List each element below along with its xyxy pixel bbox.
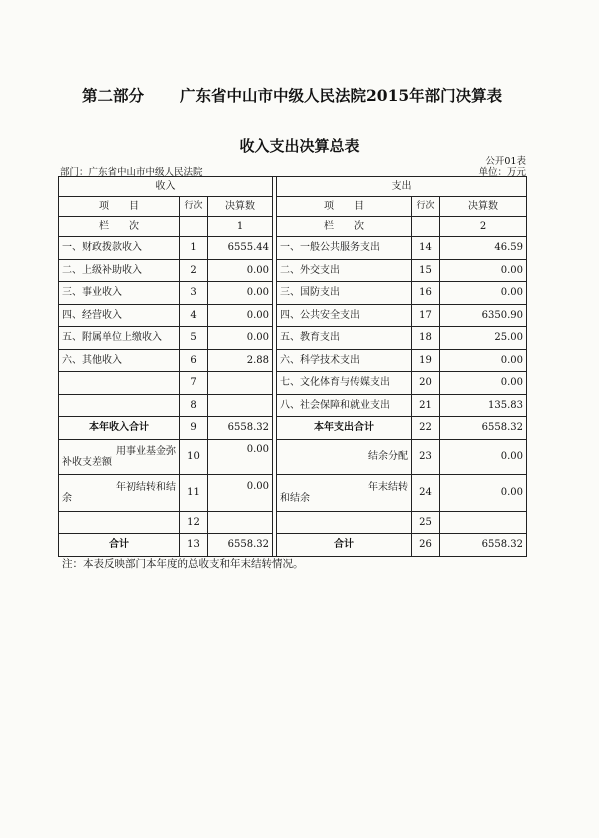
income-grand-total: 6558.32 <box>208 534 273 557</box>
income-item: 一、财政拨款收入 <box>59 237 180 260</box>
income-amount: 0.00 <box>208 439 273 474</box>
expense-item-line1: 年末结转 <box>368 481 408 493</box>
income-row-no: 1 <box>180 237 208 260</box>
expense-row-no: 25 <box>412 511 440 534</box>
income-item: 六、其他收入 <box>59 349 180 372</box>
income-item <box>59 474 180 511</box>
expense-year-total-label: 本年支出合计 <box>277 417 412 440</box>
expense-row-no: 19 <box>412 349 440 372</box>
table-row <box>59 511 527 534</box>
column-index-row <box>59 217 527 237</box>
table-row <box>59 372 527 395</box>
income-row-no: 2 <box>180 259 208 282</box>
income-amount: 0.00 <box>208 327 273 350</box>
income-lanci: 栏 次 <box>59 217 180 237</box>
expense-amount: 46.59 <box>440 237 527 260</box>
expense-item: 一、一般公共服务支出 <box>277 237 412 260</box>
expense-amount: 0.00 <box>440 349 527 372</box>
expense-amount: 0.00 <box>440 439 527 474</box>
income-row-no: 4 <box>180 304 208 327</box>
expense-amount: 6350.90 <box>440 304 527 327</box>
expense-grand-total-label: 合计 <box>277 534 412 557</box>
table-row <box>59 439 527 474</box>
income-item: 五、附属单位上缴收入 <box>59 327 180 350</box>
income-row-no: 7 <box>180 372 208 395</box>
expense-amount: 0.00 <box>440 474 527 511</box>
income-year-total: 6558.32 <box>208 417 273 440</box>
expense-item: 八、社会保障和就业支出 <box>277 394 412 417</box>
table-row <box>59 474 527 511</box>
income-item: 四、经营收入 <box>59 304 180 327</box>
footnote: 注：本表反映部门本年度的总收支和年末结转情况。 <box>62 558 304 570</box>
table-row <box>59 282 527 305</box>
income-item-line1: 年初结转和结 <box>116 481 176 493</box>
expense-amount: 135.83 <box>440 394 527 417</box>
income-header: 收入 <box>59 177 273 197</box>
income-year-total-label: 本年收入合计 <box>59 417 180 440</box>
expense-lanci: 栏 次 <box>277 217 412 237</box>
income-item-line1: 用事业基金弥 <box>116 445 176 457</box>
income-row-no: 12 <box>180 511 208 534</box>
expense-amount-header: 决算数 <box>440 197 527 217</box>
expense-row-no: 18 <box>412 327 440 350</box>
income-row-no: 3 <box>180 282 208 305</box>
expense-row-no: 20 <box>412 372 440 395</box>
expense-item: 三、国防支出 <box>277 282 412 305</box>
income-row-no: 13 <box>180 534 208 557</box>
income-col-index: 1 <box>208 217 273 237</box>
expense-row-no: 15 <box>412 259 440 282</box>
part-label: 第二部分 <box>82 86 145 105</box>
expense-item: 七、文化体育与传媒支出 <box>277 372 412 395</box>
expense-row-no: 17 <box>412 304 440 327</box>
expense-item: 五、教育支出 <box>277 327 412 350</box>
income-amount: 6555.44 <box>208 237 273 260</box>
expense-amount: 0.00 <box>440 372 527 395</box>
expense-row-no: 14 <box>412 237 440 260</box>
expense-item: 四、公共安全支出 <box>277 304 412 327</box>
income-item-header: 项 目 <box>59 197 180 217</box>
income-amount: 2.88 <box>208 349 273 372</box>
income-amount: 0.00 <box>208 259 273 282</box>
income-row-no: 9 <box>180 417 208 440</box>
section-header-row <box>59 177 527 197</box>
income-item <box>59 372 180 395</box>
department-label: 部门：广东省中山市中级人民法院 <box>60 167 203 178</box>
income-amount-header: 决算数 <box>208 197 273 217</box>
income-row-no: 5 <box>180 327 208 350</box>
column-header-row <box>59 197 527 217</box>
unit-label: 单位：万元 <box>478 167 526 178</box>
income-row-no: 11 <box>180 474 208 511</box>
table-row <box>59 349 527 372</box>
expense-row-no: 21 <box>412 394 440 417</box>
income-item-line2: 余 <box>62 492 72 504</box>
income-amount: 0.00 <box>208 282 273 305</box>
income-amount <box>208 372 273 395</box>
expense-amount: 0.00 <box>440 259 527 282</box>
grand-total-row <box>59 534 527 557</box>
income-row-no: 8 <box>180 394 208 417</box>
expense-rowno-header: 行次 <box>412 197 440 217</box>
income-amount <box>208 394 273 417</box>
expense-item: 二、外交支出 <box>277 259 412 282</box>
expense-item-line2: 和结余 <box>280 492 310 504</box>
expense-row-no: 26 <box>412 534 440 557</box>
income-item <box>59 394 180 417</box>
income-expense-table <box>58 176 527 557</box>
table-row <box>59 394 527 417</box>
expense-item: 结余分配 <box>277 439 412 474</box>
expense-grand-total: 6558.32 <box>440 534 527 557</box>
table-row <box>59 237 527 260</box>
income-grand-total-label: 合计 <box>59 534 180 557</box>
expense-item-header: 项 目 <box>277 197 412 217</box>
income-item: 三、事业收入 <box>59 282 180 305</box>
form-code: 公开01表 <box>485 156 526 167</box>
table-row <box>59 327 527 350</box>
table-title: 收入支出决算总表 <box>239 137 360 155</box>
income-item <box>59 439 180 474</box>
income-item-line2: 补收支差额 <box>62 456 112 468</box>
expense-row-no: 16 <box>412 282 440 305</box>
income-amount: 0.00 <box>208 304 273 327</box>
expense-col-index: 2 <box>440 217 527 237</box>
table-row <box>59 259 527 282</box>
expense-amount: 25.00 <box>440 327 527 350</box>
expense-year-total: 6558.32 <box>440 417 527 440</box>
expense-item <box>277 474 412 511</box>
table-row <box>59 304 527 327</box>
expense-item: 六、科学技术支出 <box>277 349 412 372</box>
expense-row-no: 24 <box>412 474 440 511</box>
income-item: 二、上级补助收入 <box>59 259 180 282</box>
income-rowno-header: 行次 <box>180 197 208 217</box>
expense-row-no: 23 <box>412 439 440 474</box>
income-row-no: 6 <box>180 349 208 372</box>
document-title: 广东省中山市中级人民法院2015年部门决算表 <box>180 86 503 105</box>
expense-amount: 0.00 <box>440 282 527 305</box>
expense-row-no: 22 <box>412 417 440 440</box>
income-row-no: 10 <box>180 439 208 474</box>
year-total-row <box>59 417 527 440</box>
expense-header: 支出 <box>277 177 527 197</box>
income-amount: 0.00 <box>208 474 273 511</box>
